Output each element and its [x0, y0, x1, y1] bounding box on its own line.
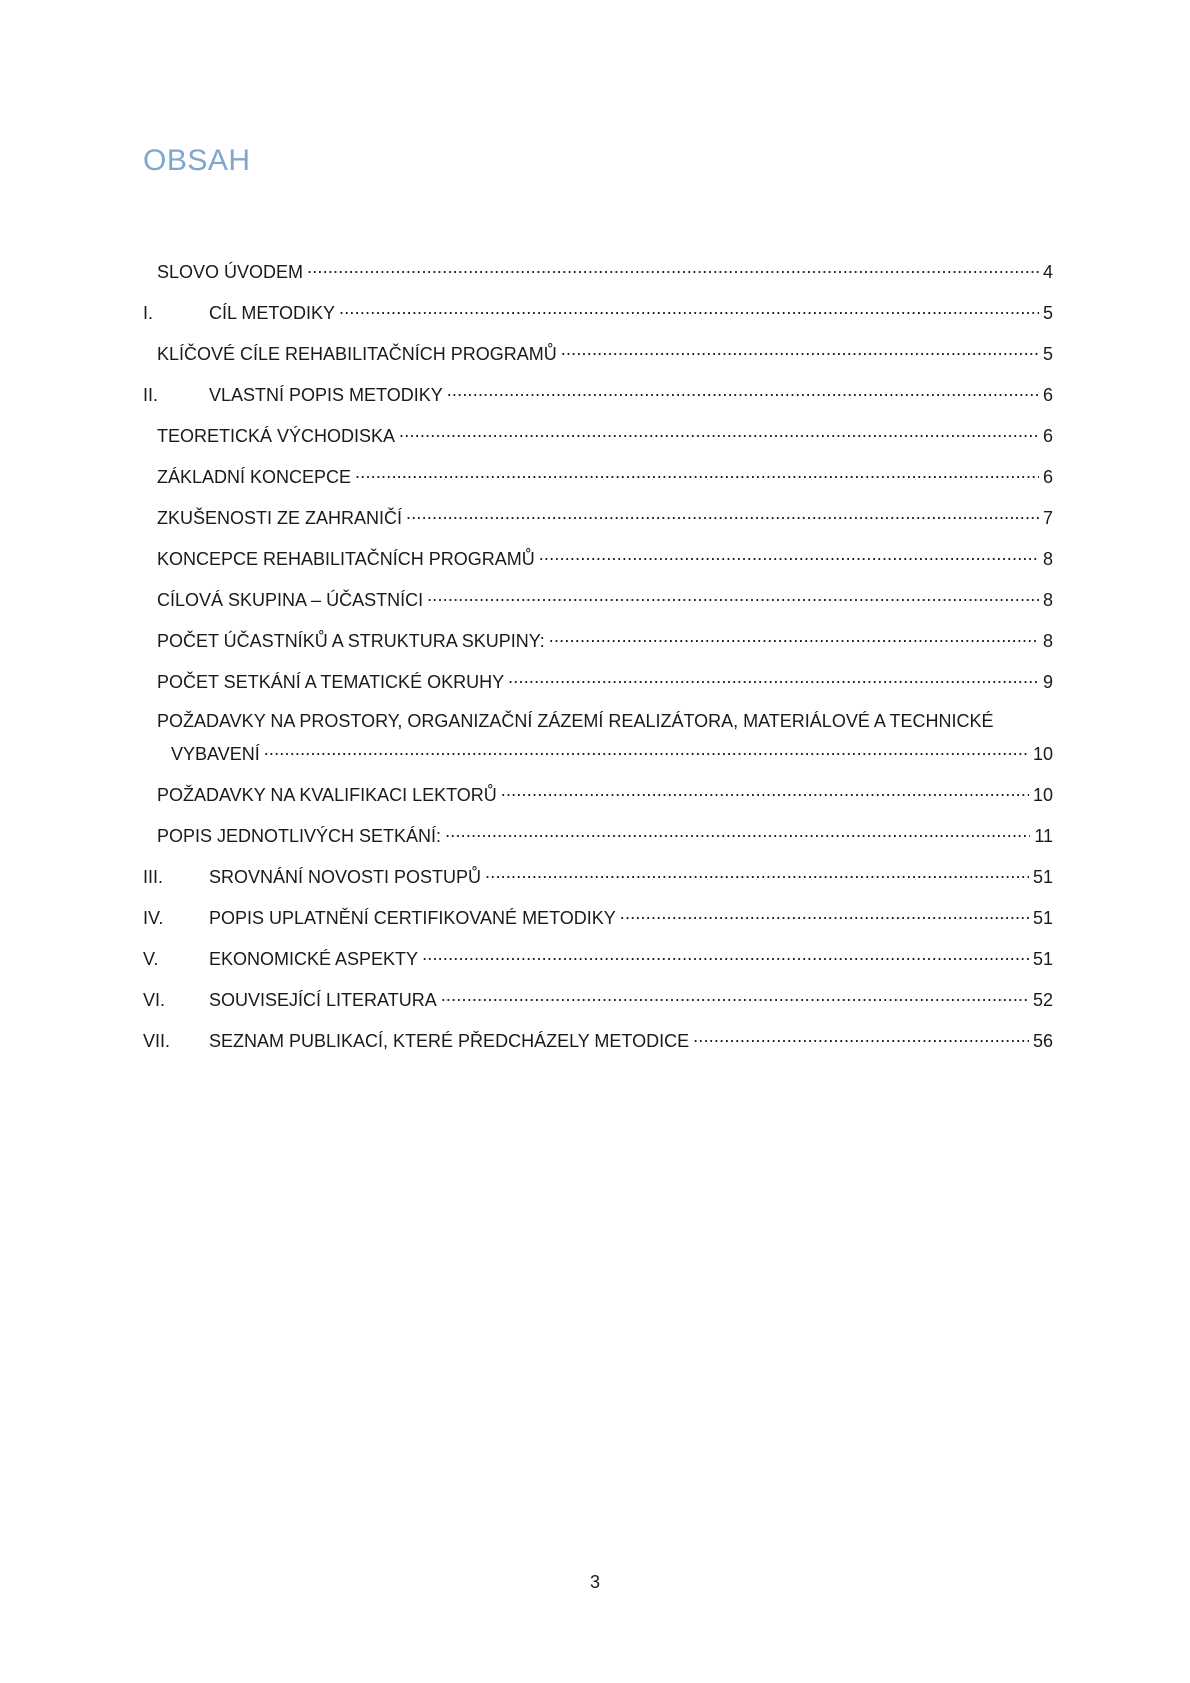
- toc-entry-label: KLÍČOVÉ CÍLE REHABILITAČNÍCH PROGRAMŮ: [157, 344, 557, 364]
- toc-leader-dots: [422, 947, 1029, 965]
- toc-entry-label: VLASTNÍ POPIS METODIKY: [209, 385, 443, 405]
- toc-entry-page: 7: [1042, 508, 1053, 528]
- toc-entry-label: CÍLOVÁ SKUPINA – ÚČASTNÍCI: [157, 590, 424, 610]
- toc-entry[interactable]: [143, 988, 1053, 1029]
- toc-entry-number: II.: [143, 385, 159, 405]
- toc-entry-label: CÍL METODIKY: [209, 303, 336, 323]
- toc-entry-page: 56: [1032, 1031, 1053, 1051]
- toc-entry-page: 6: [1042, 426, 1053, 446]
- toc-entry-label: POŽADAVKY NA KVALIFIKACI LEKTORŮ: [157, 785, 497, 805]
- toc-entry-page: 5: [1042, 303, 1053, 323]
- toc-entry[interactable]: [143, 906, 1053, 947]
- toc-heading: OBSAH: [143, 144, 251, 177]
- toc-entry-page: 51: [1032, 908, 1053, 928]
- toc-entry[interactable]: [143, 1029, 1053, 1070]
- toc-entry-number: VII.: [143, 1031, 171, 1051]
- toc-entry[interactable]: [143, 865, 1053, 906]
- toc-leader-dots: [693, 1029, 1029, 1047]
- toc-entry-label: SOUVISEJÍCÍ LITERATURA: [209, 990, 437, 1010]
- toc-entry-page: 11: [1034, 826, 1053, 846]
- toc-leader-dots: [339, 301, 1039, 319]
- toc-entry[interactable]: [143, 588, 1053, 629]
- page-number: 3: [589, 1572, 600, 1592]
- toc-entry-label: POPIS UPLATNĚNÍ CERTIFIKOVANÉ METODIKY: [209, 908, 616, 928]
- toc-entry[interactable]: [143, 711, 1053, 783]
- toc-entry-label: SROVNÁNÍ NOVOSTI POSTUPŮ: [209, 867, 482, 887]
- toc-entry-page: 8: [1042, 590, 1053, 610]
- toc-entry-number: III.: [143, 867, 164, 887]
- toc-entry[interactable]: [143, 629, 1053, 670]
- toc-entry-label: SEZNAM PUBLIKACÍ, KTERÉ PŘEDCHÁZELY METODICE: [209, 1031, 690, 1051]
- toc-entry-page: 6: [1042, 385, 1053, 405]
- toc-entry-page: 52: [1032, 990, 1053, 1010]
- toc-leader-dots: [427, 588, 1039, 606]
- toc-entry-number: I.: [143, 303, 154, 323]
- toc-entry-number: IV.: [143, 908, 164, 928]
- toc-leader-dots: [485, 865, 1029, 883]
- toc-entry[interactable]: [143, 947, 1053, 988]
- toc-entry-number: V.: [143, 949, 159, 969]
- toc-leader-dots: [355, 465, 1039, 483]
- toc-leader-dots: [620, 906, 1029, 924]
- table-of-contents: [143, 260, 1053, 1070]
- toc-leader-dots: [539, 547, 1039, 565]
- toc-entry[interactable]: [143, 260, 1053, 301]
- toc-entry[interactable]: [143, 506, 1053, 547]
- toc-entry-page: 8: [1042, 549, 1053, 569]
- toc-leader-dots: [549, 629, 1039, 647]
- toc-entry-label: TEORETICKÁ VÝCHODISKA: [157, 426, 396, 446]
- toc-entry[interactable]: [143, 465, 1053, 506]
- toc-entry-label: POPIS JEDNOTLIVÝCH SETKÁNÍ:: [157, 826, 442, 846]
- toc-entry[interactable]: [143, 342, 1053, 383]
- toc-entry-page: 10: [1032, 744, 1053, 764]
- toc-entry[interactable]: [143, 824, 1053, 865]
- toc-entry-page: 51: [1032, 949, 1053, 969]
- toc-entry-label: POČET SETKÁNÍ A TEMATICKÉ OKRUHY: [157, 672, 505, 692]
- toc-leader-dots: [508, 670, 1039, 688]
- toc-leader-dots: [447, 383, 1039, 401]
- toc-entry-label: KONCEPCE REHABILITAČNÍCH PROGRAMŮ: [157, 549, 535, 569]
- toc-entry[interactable]: [143, 783, 1053, 824]
- toc-entry-page: 51: [1032, 867, 1053, 887]
- toc-leader-dots: [264, 742, 1029, 760]
- toc-entry[interactable]: [143, 383, 1053, 424]
- toc-entry-page: 4: [1042, 262, 1053, 282]
- toc-leader-dots: [307, 260, 1039, 278]
- toc-leader-dots: [441, 988, 1029, 1006]
- toc-entry[interactable]: [143, 547, 1053, 588]
- toc-entry-label-line2: VYBAVENÍ: [171, 744, 260, 764]
- toc-entry-label: ZKUŠENOSTI ZE ZAHRANIČÍ: [157, 508, 403, 528]
- toc-entry-label: EKONOMICKÉ ASPEKTY: [209, 949, 419, 969]
- toc-leader-dots: [399, 424, 1039, 442]
- toc-entry-page: 9: [1042, 672, 1053, 692]
- toc-entry-page: 5: [1042, 344, 1053, 364]
- toc-entry-page: 6: [1042, 467, 1053, 487]
- toc-entry-label: ZÁKLADNÍ KONCEPCE: [157, 467, 352, 487]
- toc-leader-dots: [406, 506, 1039, 524]
- toc-entry-page: 10: [1032, 785, 1053, 805]
- toc-leader-dots: [501, 783, 1029, 801]
- toc-entry-label: POČET ÚČASTNÍKŮ A STRUKTURA SKUPINY:: [157, 631, 545, 651]
- toc-entry[interactable]: [143, 301, 1053, 342]
- toc-leader-dots: [445, 824, 1030, 842]
- toc-entry-page: 8: [1042, 631, 1053, 651]
- toc-entry-label: SLOVO ÚVODEM: [157, 262, 304, 282]
- toc-leader-dots: [561, 342, 1039, 360]
- toc-entry[interactable]: [143, 424, 1053, 465]
- toc-entry[interactable]: [143, 670, 1053, 711]
- toc-entry-number: VI.: [143, 990, 166, 1010]
- toc-entry-label-line1: POŽADAVKY NA PROSTORY, ORGANIZAČNÍ ZÁZEMÍ REALIZÁTORA, MATERIÁLOVÉ A TECHNICKÉ: [157, 711, 994, 731]
